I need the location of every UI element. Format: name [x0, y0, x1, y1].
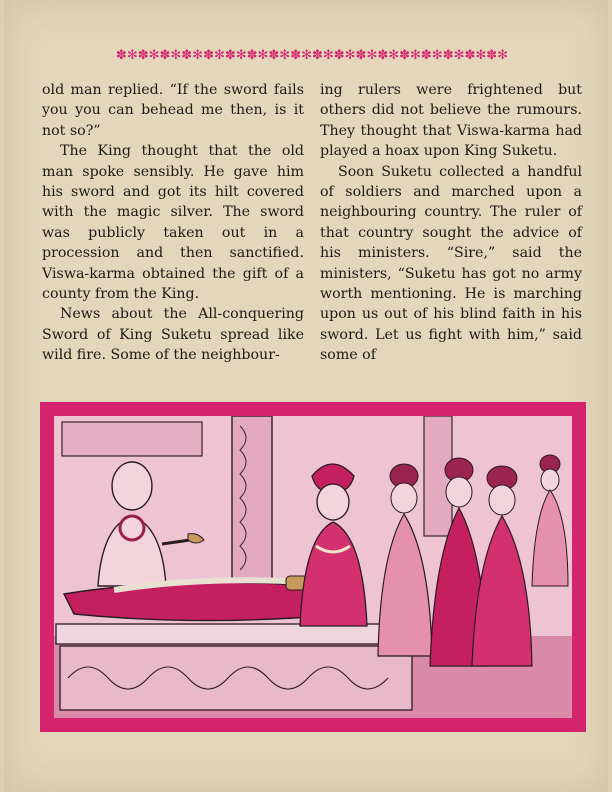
- story-illustration: [40, 402, 586, 732]
- paragraph: News about the All-conquering Sword of King Suketu spread like wild fire. Some of the neighbour-: [42, 306, 304, 364]
- text-column-right: [320, 80, 582, 366]
- text-column-left: [42, 80, 304, 366]
- paragraph: The King thought that the old man spoke sensibly. He gave him his sword and got its hilt covered with the magic silver. The sword was publicly taken out in a procession and then sanctified. Viswa-karma obtained the gift of a county from the King.: [42, 143, 304, 303]
- ornate-table: [56, 624, 416, 710]
- paragraph: old man replied. “If the sword fails you you can behead me then, is it not so?”: [42, 82, 304, 139]
- illustration-art: [54, 416, 572, 718]
- decorative-border: ✽✻✽✻✽✻✽✻✽✻✽✻✽✻✽✻✽✻✽✻✽✻✽✻✽✻✽✻✽✻✽✻✽✻✽✻: [115, 48, 509, 63]
- pillar: [232, 416, 272, 586]
- wall-panel: [62, 422, 202, 456]
- paragraph: ing rulers were frightened but others did not believe the rumours. They thought that Viswa-karma had played a hoax upon King Suketu.: [320, 82, 582, 160]
- paragraph: Soon Suketu collected a handful of soldiers and marched upon a neighbouring country. The ruler of that country sought the advice of his ministers. “Sire,” said the ministers, “Suketu has got no army worth mentioning. He is marching upon us out of his blind faith in his sword. Let us fight with him,” said some of: [320, 163, 582, 364]
